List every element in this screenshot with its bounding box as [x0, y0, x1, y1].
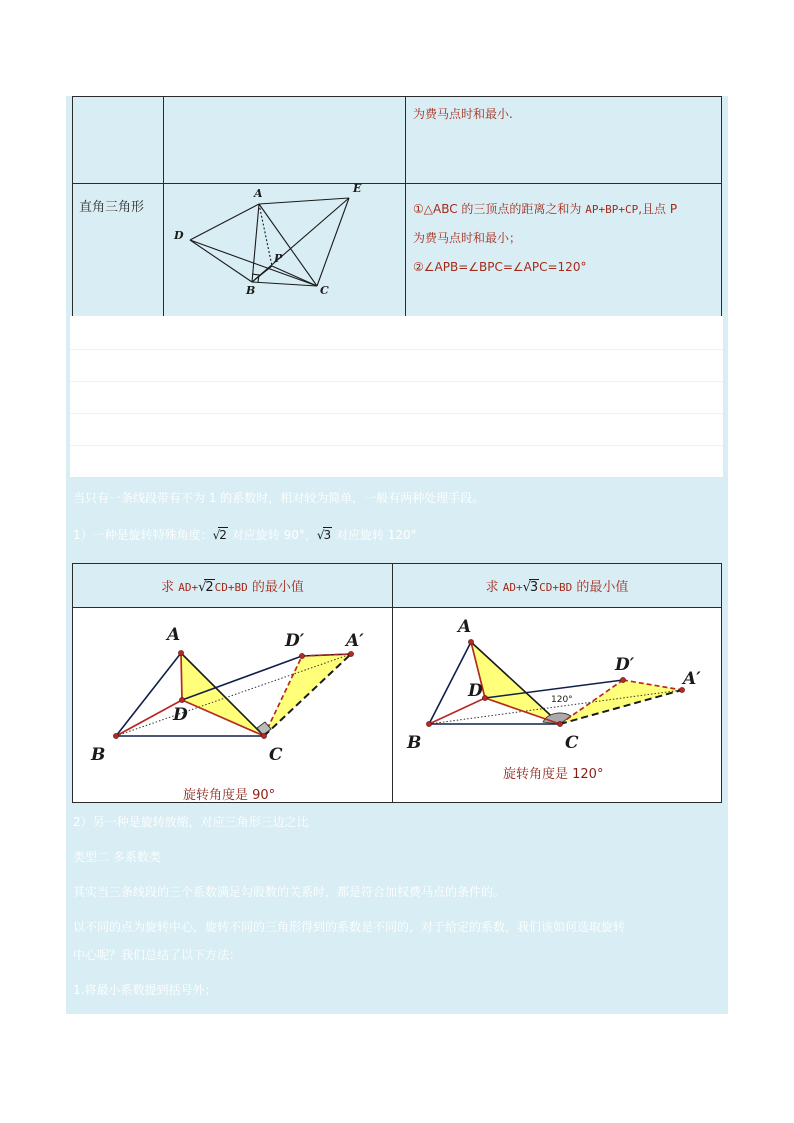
fermat-table	[72, 96, 722, 320]
table-row	[73, 97, 722, 184]
right-header-cdbd: CD+BD	[539, 581, 573, 594]
p2-end: 对应旋转 120°	[332, 528, 417, 542]
right-label-c: C	[565, 733, 579, 753]
right-angle-label: 120°	[551, 695, 573, 705]
right-header	[393, 564, 722, 608]
right-header-post: 的最小值	[572, 580, 629, 595]
table-cell	[406, 97, 722, 184]
row2-label: 直角三角形	[79, 200, 145, 215]
left-label-d-prime: D′	[285, 631, 305, 651]
blank-white-block	[70, 316, 723, 477]
paragraph-type-two-heading: 类型二 多系数类	[73, 850, 161, 864]
table-row	[73, 608, 722, 803]
right-label-a-prime: A′	[683, 669, 701, 689]
left-label-d: D	[173, 705, 188, 725]
right-label-d-prime: D′	[615, 655, 635, 675]
sqrt3-symbol: √3	[316, 528, 332, 542]
property-1-suffix: ,且点 P	[638, 202, 678, 216]
right-label-d: D	[468, 681, 483, 701]
figure-label-e: E	[353, 184, 362, 195]
figure-label-c: C	[320, 284, 329, 297]
table-cell	[73, 184, 164, 320]
right-label-b: B	[407, 733, 422, 753]
paragraph-rotation-scaling: 2）另一种是旋转放缩，对应三角形三边之比	[73, 815, 309, 829]
right-label-a: A	[458, 617, 472, 637]
left-label-c: C	[269, 745, 283, 765]
left-header-post: 的最小值	[247, 580, 304, 595]
left-header	[73, 564, 393, 608]
paragraph-method-1: 1.将最小系数提到括号外；	[73, 983, 217, 997]
right-sqrt-radicand: 3	[529, 580, 539, 595]
property-1-prefix: ①△ABC 的三顶点的距离之和为	[413, 202, 586, 216]
table-cell	[164, 184, 406, 320]
figure-label-b: B	[246, 284, 256, 297]
left-header-pre: 求	[161, 580, 179, 595]
right-header-ad: AD+	[502, 581, 523, 594]
left-sqrt-radicand: 2	[205, 580, 214, 595]
left-header-cdbd: CD+BD	[214, 581, 248, 594]
paragraph-rotation-center-line2: 中心呢？我们总结了以下方法：	[73, 948, 242, 962]
table-cell	[73, 97, 164, 184]
sqrt2-symbol: √2	[212, 528, 227, 542]
right-header-pre: 求	[485, 580, 503, 595]
paragraph-rotation-special-angle	[73, 526, 417, 543]
figure-label-d: D	[174, 229, 184, 242]
right-figure-cell	[393, 608, 722, 803]
property-1-line2: 为费马点时和最小；	[413, 231, 522, 245]
property-2: ②∠APB=∠BPC=∠APC=120°	[413, 260, 587, 274]
figure-label-p: P	[274, 252, 283, 265]
p2-mid: 对应旋转 90°，	[227, 528, 317, 542]
right-sqrt-symbol: √3	[522, 580, 539, 595]
left-caption: 旋转角度是 90°	[183, 788, 276, 803]
left-label-a-prime: A′	[346, 631, 364, 651]
paragraph-rotation-center-line1: 以不同的点为旋转中心，旋转不同的三角形得到的系数是不同的，对于给定的系数，我们该如何选取旋转	[73, 920, 626, 934]
row1-col3-text: 为费马点时和最小.	[413, 107, 513, 121]
left-label-b: B	[91, 745, 106, 765]
p2-prefix: 1）一种是旋转特殊角度：	[73, 528, 213, 542]
figure-label-a: A	[254, 187, 263, 200]
left-label-a: A	[167, 625, 181, 645]
left-figure-cell	[73, 608, 393, 803]
right-caption: 旋转角度是 120°	[503, 767, 604, 782]
rotation-table	[72, 563, 722, 803]
table-cell	[406, 184, 722, 320]
rotation-90-figure	[73, 608, 393, 803]
left-sqrt-symbol: √2	[198, 580, 214, 595]
property-1-line1	[413, 195, 721, 224]
paragraph-pythagorean: 其实当三条线段的三个系数满足勾股数的关系时，都是符合加权费马点的条件的。	[73, 885, 506, 899]
sqrt2-radicand: 2	[219, 528, 227, 542]
left-header-ad: AD+	[178, 581, 199, 594]
table-cell	[164, 97, 406, 184]
right-triangle-fermat-figure	[164, 184, 406, 316]
table-row	[73, 184, 722, 320]
paragraph-single-coefficient: 当只有一条线段带有不为 1 的系数时，相对较为简单，一般有两种处理手段。	[73, 491, 485, 505]
property-1-expr: AP+BP+CP	[585, 203, 639, 216]
table-row	[73, 564, 722, 608]
sqrt3-radicand: 3	[323, 528, 332, 542]
